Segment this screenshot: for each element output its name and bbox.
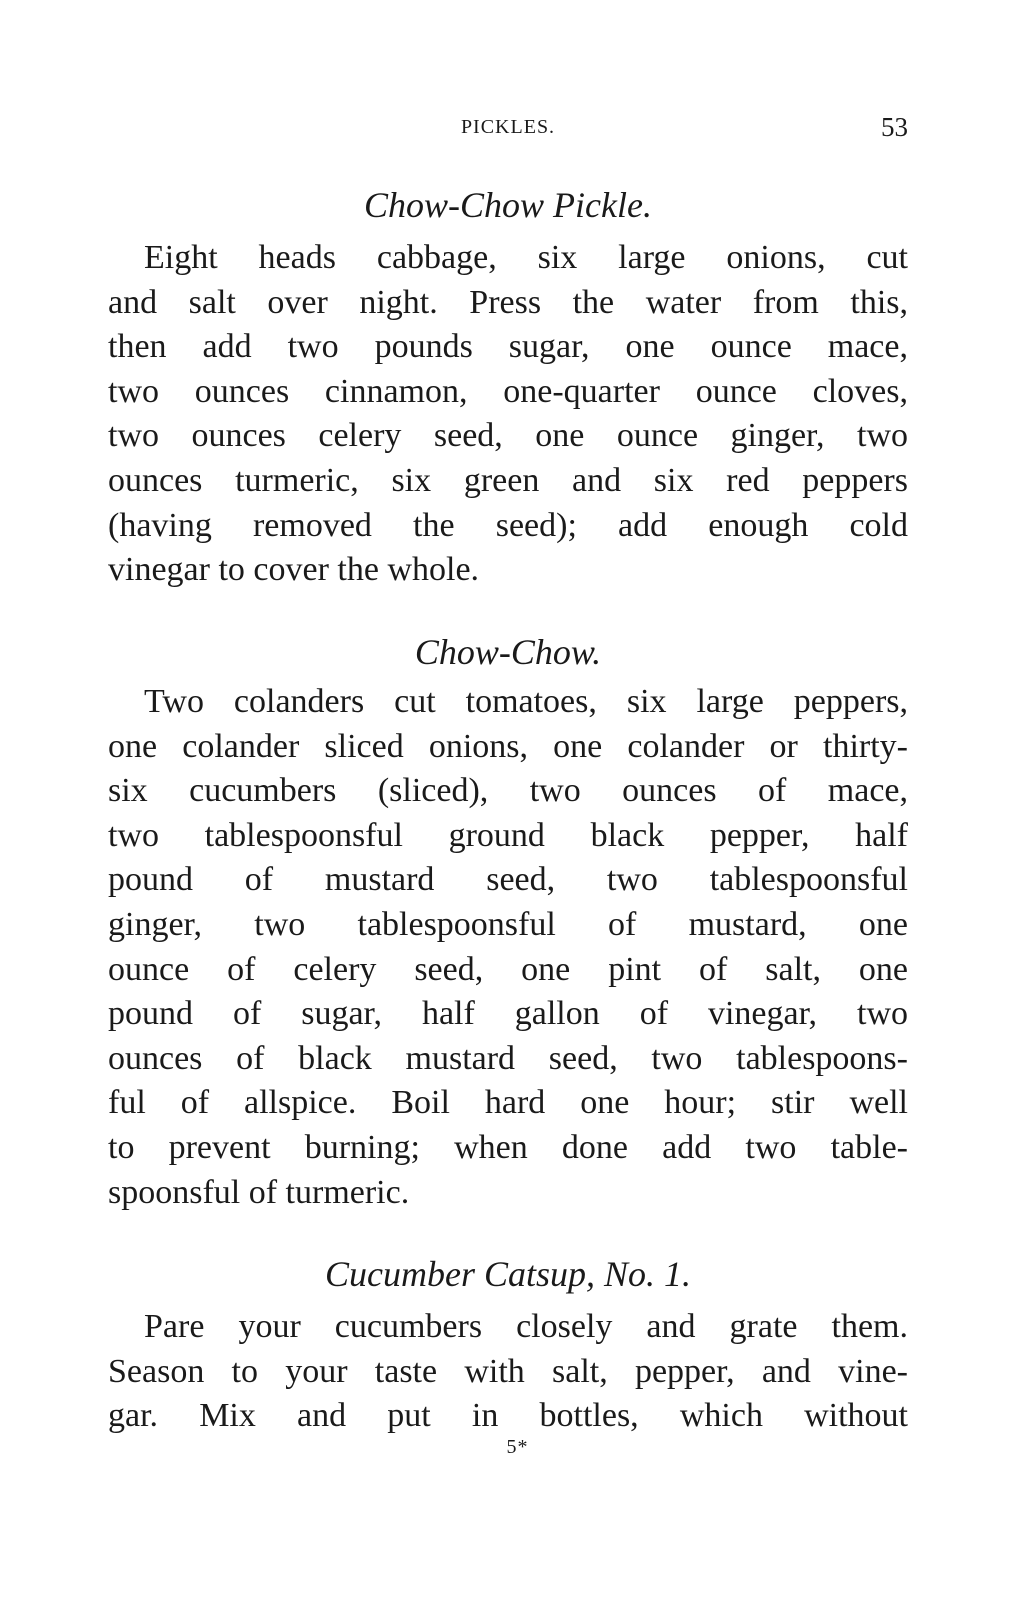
paragraph-line: Two colanders cut tomatoes, six large peppers, <box>144 683 908 720</box>
running-title: PICKLES. <box>460 116 556 138</box>
paragraph-line: spoonsful of turmeric. <box>108 1173 410 1211</box>
paragraph-line: pound of mustard seed, two tablespoonsful <box>108 861 908 899</box>
paragraph-line: one colander sliced onions, one colander or thirty- <box>108 727 908 765</box>
page-number: 53 <box>881 112 908 142</box>
paragraph-line: two tablespoonsful ground black pepper, half <box>108 816 908 854</box>
paragraph-line: ounces of black mustard seed, two tablespoons- <box>108 1039 908 1077</box>
paragraph-line: Eight heads cabbage, six large onions, cut <box>144 239 908 276</box>
paragraph-line: to prevent burning; when done add two table- <box>108 1128 908 1166</box>
recipe-paragraph <box>108 236 908 593</box>
paragraph-line: vinegar to cover the whole. <box>108 551 480 589</box>
recipe-paragraph <box>108 680 908 1215</box>
paragraph-line: ounces turmeric, six green and six red peppers <box>108 461 908 499</box>
paragraph-line: and salt over night. Press the water from this, <box>108 283 908 321</box>
recipe-heading: Chow-Chow Pickle. <box>364 185 652 225</box>
signature-mark: 5* <box>506 1436 529 1458</box>
recipe-heading: Chow-Chow. <box>414 632 602 672</box>
paragraph-line: (having removed the seed); add enough cold <box>108 506 908 544</box>
recipe-paragraph <box>108 1305 908 1439</box>
paragraph-line: gar. Mix and put in bottles, which without <box>108 1397 908 1435</box>
paragraph-line: two ounces celery seed, one ounce ginger, two <box>108 417 908 455</box>
paragraph-line: then add two pounds sugar, one ounce mace, <box>108 328 908 366</box>
paragraph-line: pound of sugar, half gallon of vinegar, two <box>108 995 908 1033</box>
paragraph-line: ful of allspice. Boil hard one hour; stir well <box>108 1084 908 1122</box>
paragraph-line: two ounces cinnamon, one-quarter ounce cloves, <box>108 372 908 410</box>
paragraph-line: six cucumbers (sliced), two ounces of mace, <box>108 772 908 810</box>
paragraph-line: Season to your taste with salt, pepper, and vine- <box>108 1352 908 1390</box>
recipe-heading: Cucumber Catsup, No. 1. <box>324 1254 691 1294</box>
paragraph-line: ginger, two tablespoonsful of mustard, one <box>108 905 908 943</box>
paragraph-line: Pare your cucumbers closely and grate them. <box>144 1308 908 1345</box>
paragraph-line: ounce of celery seed, one pint of salt, one <box>108 950 908 988</box>
running-head <box>108 112 908 142</box>
